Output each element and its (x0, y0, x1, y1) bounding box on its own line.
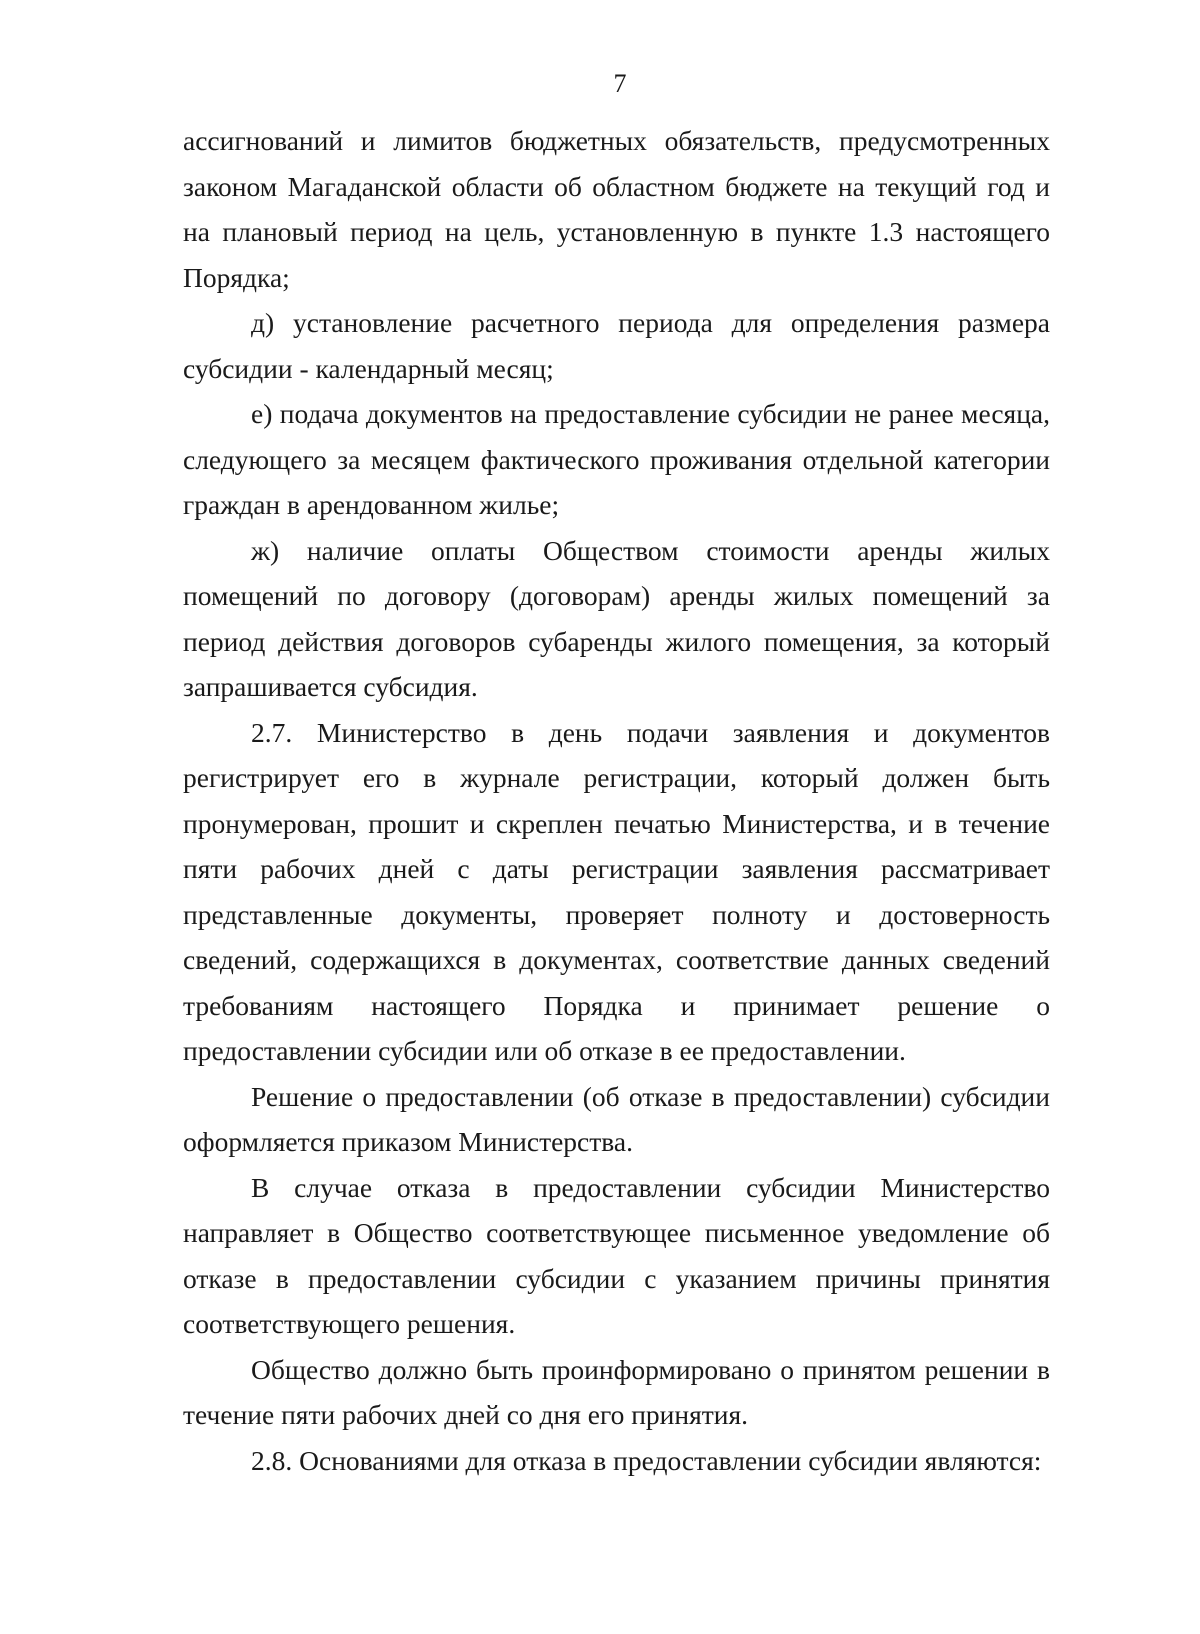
paragraph-2-7: 2.7. Министерство в день подачи заявления и документов регистрирует его в журнале регистрации, который должен быть пронумерован, прошит и скреплен печатью Министерства, и в течение пяти рабочих дней с даты регистрации заявления рассматривает представленные документы, проверяет полноту и достоверность сведений, содержащихся в документах, соответствие данных сведений требованиям настоящего Порядка и принимает решение о предоставлении субсидии или об отказе в ее предоставлении. (183, 716, 1050, 1066)
document-body (183, 118, 1050, 1483)
page-number: 7 (613, 69, 627, 98)
paragraph-continuation: ассигнований и лимитов бюджетных обязательств, предусмотренных законом Магаданской области об областном бюджете на текущий год и на плановый период на цель, установленную в пункте 1.3 настоящего Порядка; (183, 125, 1050, 293)
paragraph-2-8: 2.8. Основаниями для отказа в предоставлении субсидии являются: (251, 1444, 1042, 1476)
paragraph-item-zh: ж) наличие оплаты Обществом стоимости аренды жилых помещений по договору (договорам) аренды жилых помещений за период действия договоров субаренды жилого помещения, за который запрашивается субсидия. (183, 534, 1050, 702)
paragraph-item-d: д) установление расчетного периода для определения размера субсидии - календарный месяц; (183, 307, 1050, 384)
paragraph-refusal-notice: В случае отказа в предоставлении субсидии Министерство направляет в Общество соответствующее письменное уведомление об отказе в предоставлении субсидии с указанием причины принятия соответствующего решения. (183, 1171, 1050, 1339)
paragraph-notification-term: Общество должно быть проинформировано о принятом решении в течение пяти рабочих дней со дня его принятия. (183, 1353, 1050, 1430)
paragraph-decision: Решение о предоставлении (об отказе в предоставлении) субсидии оформляется приказом Министерства. (183, 1080, 1050, 1157)
paragraph-item-e: е) подача документов на предоставление субсидии не ранее месяца, следующего за месяцем фактического проживания отдельной категории граждан в арендованном жилье; (183, 398, 1050, 520)
